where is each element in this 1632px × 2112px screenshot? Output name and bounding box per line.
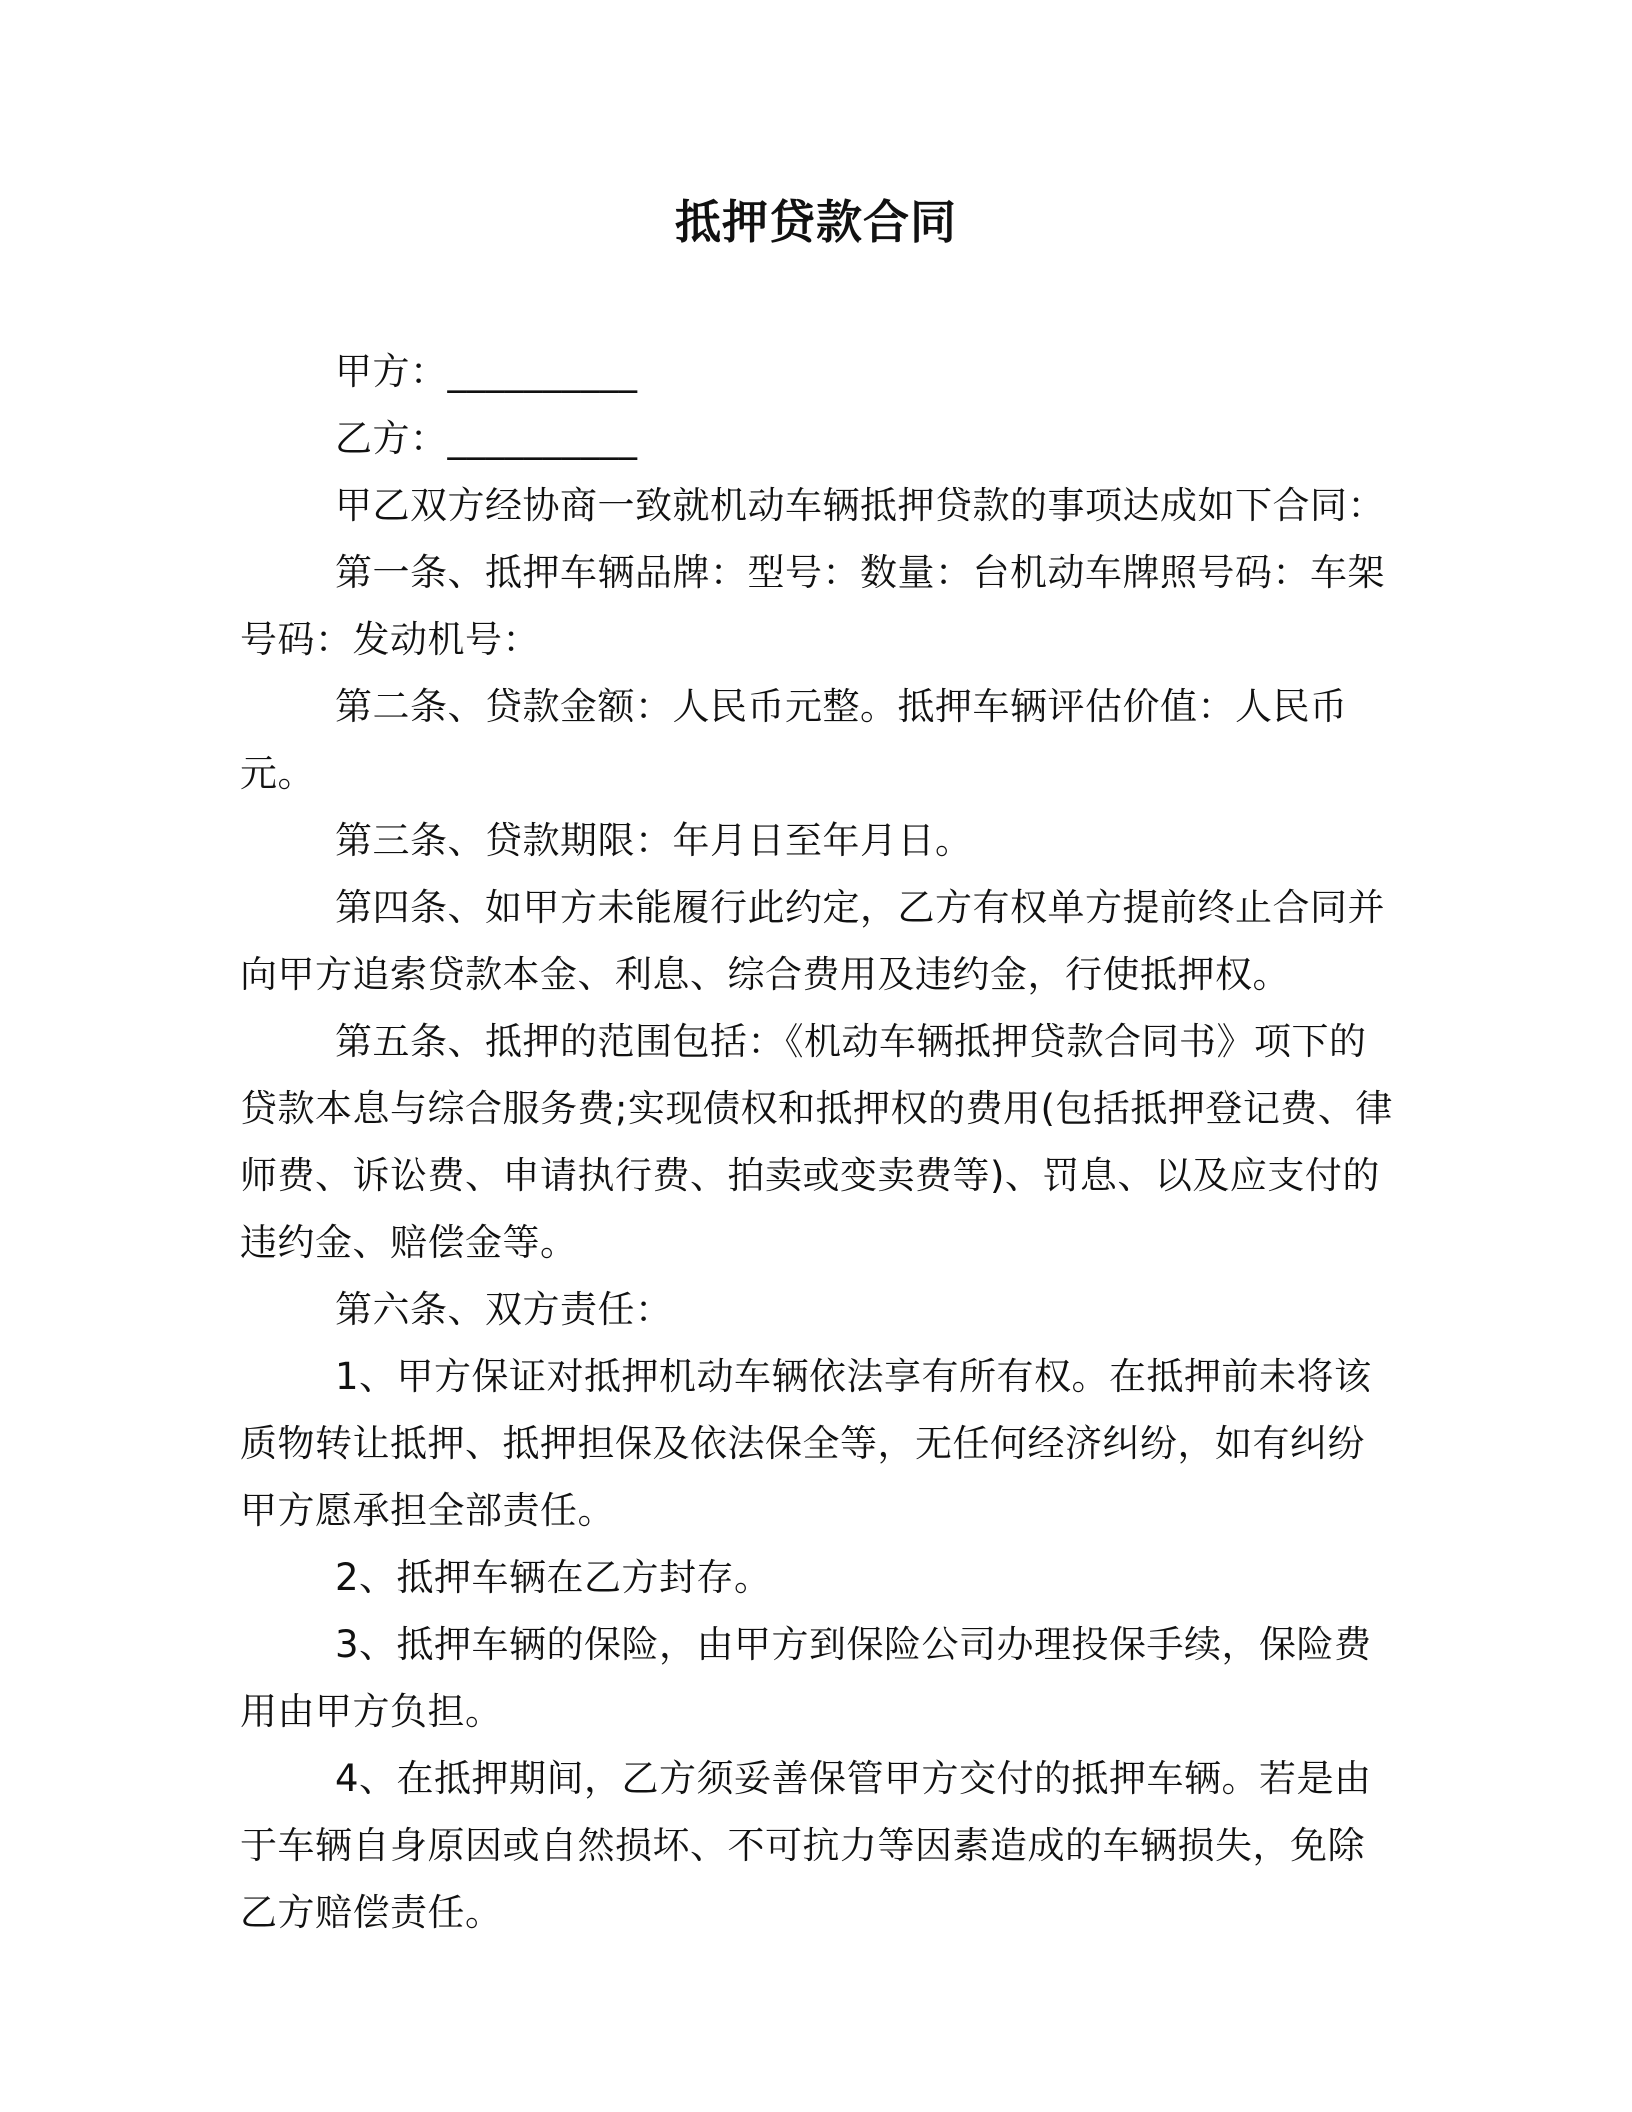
document-body xyxy=(240,338,1395,1946)
article-3-paragraph: 第三条、贷款期限：年月日至年月日。 xyxy=(335,819,973,862)
article-4-paragraph: 第四条、如甲方未能履行此约定，乙方有权单方提前终止合同并向甲方追索贷款本金、利息、综合费用及违约金，行使抵押权。 xyxy=(240,886,1385,996)
intro-paragraph: 甲乙双方经协商一致就机动车辆抵押贷款的事项达成如下合同： xyxy=(335,484,1385,527)
article-2-paragraph: 第二条、贷款金额：人民币元整。抵押车辆评估价值：人民币元。 xyxy=(240,685,1348,795)
responsibility-4-paragraph: 4、在抵押期间，乙方须妥善保管甲方交付的抵押车辆。若是由于车辆自身原因或自然损坏、不可抗力等因素造成的车辆损失，免除乙方赔偿责任。 xyxy=(240,1757,1372,1934)
article-6-paragraph: 第六条、双方责任： xyxy=(335,1288,673,1331)
party-b-line: 乙方：__________ xyxy=(335,417,638,460)
document-title: 抵押贷款合同 xyxy=(675,195,957,249)
responsibility-2-paragraph: 2、抵押车辆在乙方封存。 xyxy=(335,1556,772,1599)
party-a-line: 甲方：__________ xyxy=(335,350,638,393)
article-1-paragraph: 第一条、抵押车辆品牌：型号：数量：台机动车牌照号码：车架号码：发动机号： xyxy=(240,551,1385,661)
responsibility-1-paragraph: 1、甲方保证对抵押机动车辆依法享有所有权。在抵押前未将该质物转让抵押、抵押担保及依法保全等，无任何经济纠纷，如有纠纷甲方愿承担全部责任。 xyxy=(240,1355,1372,1532)
responsibility-3-paragraph: 3、抵押车辆的保险，由甲方到保险公司办理投保手续，保险费用由甲方负担。 xyxy=(240,1623,1372,1733)
article-5-paragraph: 第五条、抵押的范围包括：《机动车辆抵押贷款合同书》项下的贷款本息与综合服务费;实现债权和抵押权的费用(包括抵押登记费、律师费、诉讼费、申请执行费、拍卖或变卖费等)、罚息、以及应支付的违约金、赔偿金等。 xyxy=(240,1020,1393,1264)
